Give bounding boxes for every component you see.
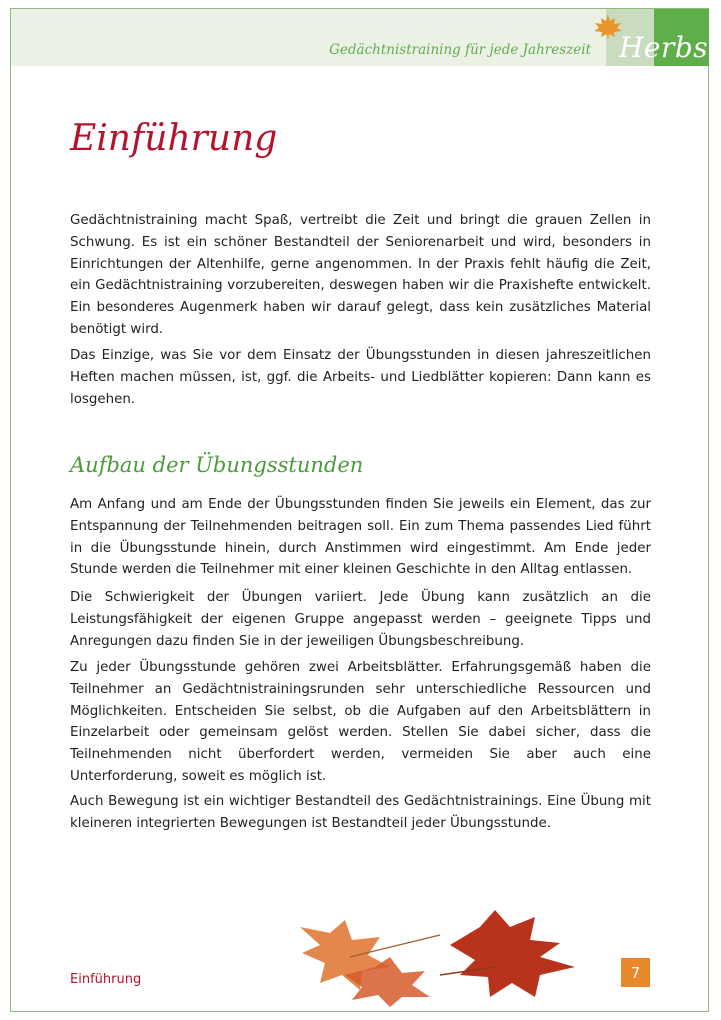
section-paragraph: Zu jeder Übungsstunde gehören zwei Arbeitsblätter. Erfahrungsgemäß haben die Teilnehmer an Gedächtnistrainingsrunden sehr unterschiedliche Ressourcen und Möglichkeiten. Entscheiden Sie selbst, ob die Aufgaben auf den Arbeitsblättern in Einzelarbeit oder gemeinsam gelöst werden. Stellen Sie dabei sicher, dass die Teilnehmenden nicht überfordert werden, vermeiden Sie aber auch eine Unterforderung, soweit es möglich ist.	[70, 660, 651, 784]
page-number: 7	[621, 958, 650, 987]
series-title: Gedächtnistraining für jede Jahreszeit	[329, 42, 591, 58]
season-label: Herbst	[619, 31, 720, 64]
intro-paragraph: Gedächtnistraining macht Spaß, vertreibt die Zeit und bringt die grauen Zellen in Schwung. Es ist ein schöner Bestandteil der Seniorenarbeit und wird, besonders in Einrichtungen der Altenhilfe, gerne angenommen. In der Praxis fehlt häufig die Zeit, ein Gedächtnistraining vorzubereiten, deswegen haben wir die Praxishefte entwickelt. Ein besonderes Augenmerk haben wir darauf gelegt, dass kein zusätzliches Material benötigt wird.	[70, 213, 651, 337]
section-title: Aufbau der Übungsstunden	[70, 453, 364, 477]
section-paragraph: Am Anfang und am Ende der Übungsstunden finden Sie jeweils ein Element, das zur Entspannung der Teilnehmenden beitragen soll. Ein zum Thema passendes Lied führt in die Übungsstunde hinein, durch Anstimmen wird eingestimmt. Am Ende jeder Stunde werden die Teilnehmer mit einer kleinen Geschichte in den Alltag entlassen.	[70, 497, 651, 578]
maple-leaf-right-icon	[450, 910, 575, 997]
intro-paragraph: Das Einzige, was Sie vor dem Einsatz der Übungsstunden in diesen jahreszeitlichen Heften machen müssen, ist, ggf. die Arbeits- und Liedblätter kopieren: Dann kann es losgehen.	[70, 348, 651, 407]
autumn-leaves-illustration	[290, 905, 590, 1010]
section-paragraph: Die Schwierigkeit der Übungen variiert. Jede Übung kann zusätzlich an die Leistungsfähigkeit der eigenen Gruppe angepasst werden – geeignete Tipps und Anregungen dazu finden Sie in der jeweiligen Übungsbeschreibung.	[70, 590, 651, 649]
footer-chapter-label: Einführung	[70, 972, 142, 987]
section-paragraph: Auch Bewegung ist ein wichtiger Bestandteil des Gedächtnistrainings. Eine Übung mit kleineren integrierten Bewegungen ist Bestandteil jeder Übungsstunde.	[70, 794, 651, 831]
page-title: Einführung	[70, 118, 278, 159]
